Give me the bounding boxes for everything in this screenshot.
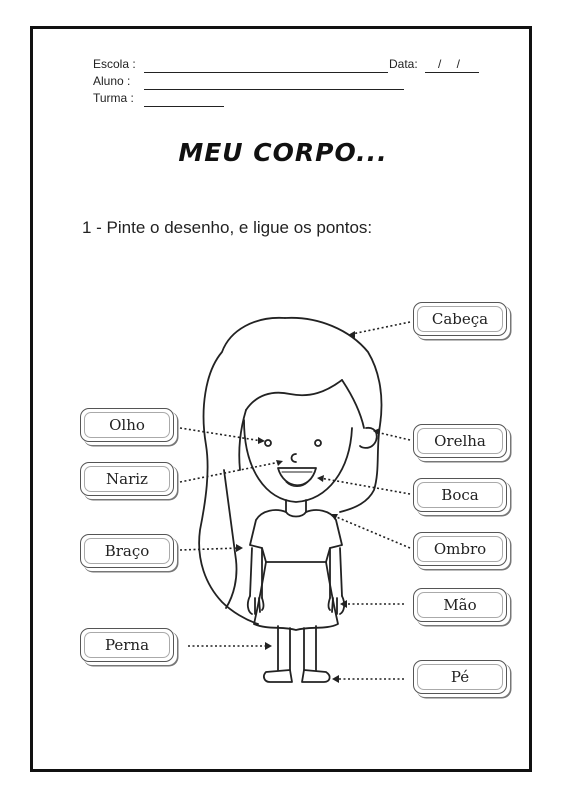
- left-arm: [250, 548, 252, 596]
- label-box-perna[interactable]: [80, 628, 174, 662]
- label-braco: Braço: [104, 542, 150, 560]
- label-box-pe[interactable]: [413, 660, 507, 694]
- label-ombro: Ombro: [433, 540, 487, 558]
- label-mao: Mão: [443, 596, 477, 614]
- right-arm: [340, 548, 342, 596]
- hair-outline: [199, 318, 285, 624]
- dress-top: [250, 510, 286, 562]
- left-foot: [264, 670, 292, 682]
- right-foot: [302, 670, 330, 682]
- question-text: 1 - Pinte o desenho, e ligue os pontos:: [82, 218, 373, 237]
- left-hand: [248, 596, 264, 614]
- left-eye: [265, 440, 271, 446]
- label-box-nariz[interactable]: [80, 462, 174, 496]
- label-box-cabeca[interactable]: [413, 302, 507, 336]
- label-box-braco[interactable]: [80, 534, 174, 568]
- school-label: Escola :: [93, 57, 136, 71]
- class-label: Turma :: [93, 91, 134, 105]
- skirt: [254, 562, 338, 630]
- label-box-olho[interactable]: [80, 408, 174, 442]
- label-box-orelha[interactable]: [413, 424, 507, 458]
- right-eye: [315, 440, 321, 446]
- mouth: [278, 468, 316, 485]
- label-orelha: Orelha: [434, 432, 486, 450]
- label-box-mao[interactable]: [413, 588, 507, 622]
- connector-lines: [180, 322, 410, 679]
- label-box-ombro[interactable]: [413, 532, 507, 566]
- label-cabeca: Cabeça: [431, 310, 489, 328]
- date-label: Data:: [389, 57, 418, 71]
- nose: [292, 454, 297, 462]
- face-outline: [244, 420, 352, 502]
- label-perna: Perna: [104, 636, 150, 654]
- date-value: / /: [438, 57, 467, 71]
- student-label: Aluno :: [93, 74, 131, 88]
- label-box-boca[interactable]: [413, 478, 507, 512]
- label-nariz: Nariz: [106, 470, 148, 488]
- page-title: MEU CORPO...: [178, 138, 388, 167]
- label-boca: Boca: [441, 486, 479, 504]
- connector-arrowheads: [236, 331, 380, 683]
- label-pe: Pé: [450, 668, 470, 686]
- label-olho: Olho: [109, 416, 145, 434]
